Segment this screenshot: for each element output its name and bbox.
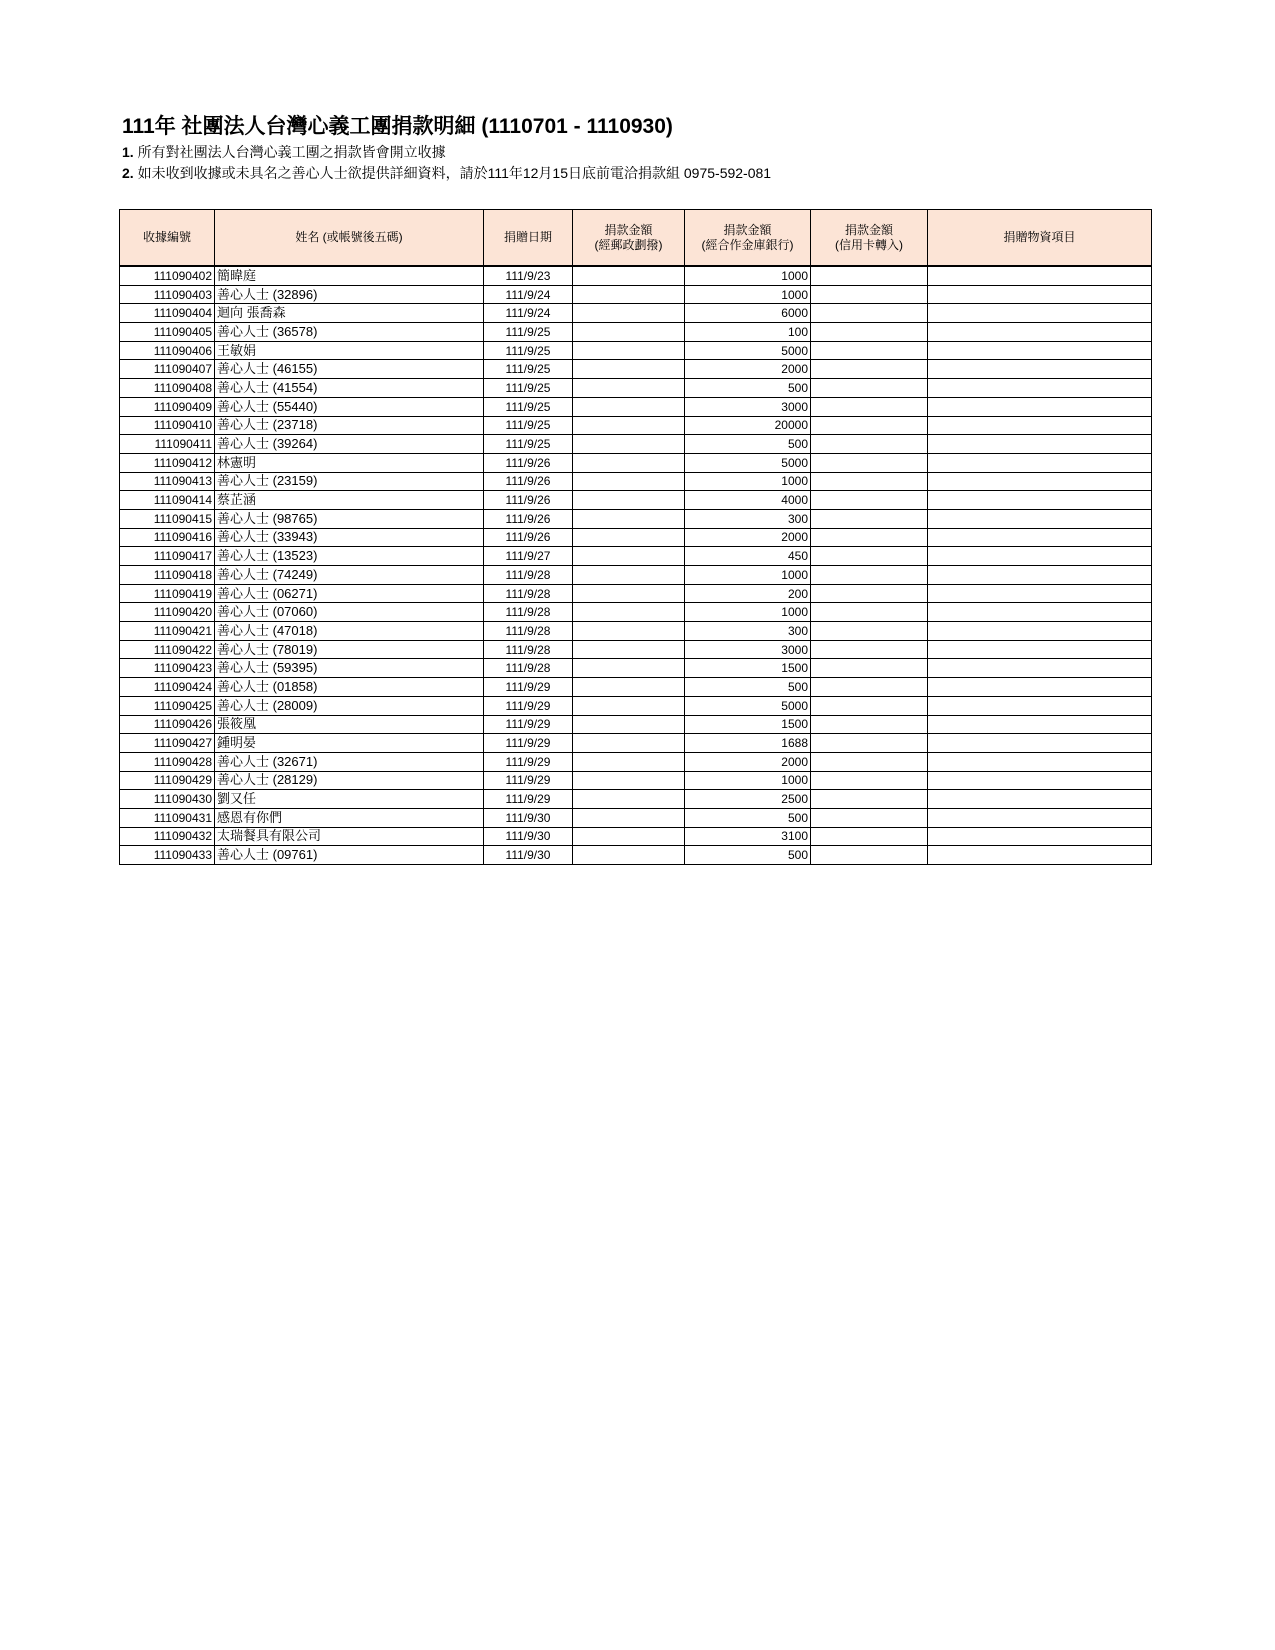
amount-bank-cell: 200 <box>685 584 811 603</box>
donor-name-cell: 張筱凰 <box>215 715 484 734</box>
donation-date-cell: 111/9/26 <box>484 509 573 528</box>
donated-items-cell <box>928 304 1152 323</box>
donation-date-cell: 111/9/30 <box>484 827 573 846</box>
table-row <box>120 622 1152 641</box>
receipt-number-cell: 111090415 <box>120 509 215 528</box>
donated-items-cell <box>928 659 1152 678</box>
amount-bank-cell: 3000 <box>685 640 811 659</box>
header-donation-date-label: 捐贈日期 <box>503 230 552 244</box>
table-row <box>120 323 1152 342</box>
amount-card-cell <box>811 547 928 566</box>
header-amount-bank <box>685 210 811 267</box>
amount-bank-cell: 1000 <box>685 285 811 304</box>
amount-card-cell <box>811 266 928 285</box>
table-row <box>120 397 1152 416</box>
donation-date-cell: 111/9/24 <box>484 304 573 323</box>
donor-name-cell: 善心人士 (78019) <box>215 640 484 659</box>
donor-name-cell: 善心人士 (46155) <box>215 360 484 379</box>
donation-date-cell: 111/9/25 <box>484 416 573 435</box>
amount-card-cell <box>811 416 928 435</box>
header-amount-card <box>811 210 928 267</box>
table-row <box>120 285 1152 304</box>
amount-card-cell <box>811 453 928 472</box>
donor-name-cell: 善心人士 (28129) <box>215 771 484 790</box>
amount-card-cell <box>811 827 928 846</box>
donor-name-cell: 林憲明 <box>215 453 484 472</box>
donor-name-cell: 善心人士 (74249) <box>215 566 484 585</box>
amount-postal-cell <box>573 584 685 603</box>
donated-items-cell <box>928 734 1152 753</box>
amount-card-cell <box>811 397 928 416</box>
amount-bank-cell: 500 <box>685 678 811 697</box>
amount-card-cell <box>811 323 928 342</box>
donation-date-cell: 111/9/28 <box>484 640 573 659</box>
donated-items-cell <box>928 846 1152 865</box>
amount-card-cell <box>811 790 928 809</box>
amount-card-cell <box>811 771 928 790</box>
table-row <box>120 678 1152 697</box>
receipt-number-cell: 111090410 <box>120 416 215 435</box>
receipt-number-cell: 111090411 <box>120 435 215 454</box>
amount-bank-cell: 2000 <box>685 752 811 771</box>
donated-items-cell <box>928 509 1152 528</box>
donor-name-cell: 感恩有你們 <box>215 808 484 827</box>
table-row <box>120 304 1152 323</box>
receipt-number-cell: 111090418 <box>120 566 215 585</box>
amount-card-cell <box>811 808 928 827</box>
table-row <box>120 435 1152 454</box>
amount-postal-cell <box>573 808 685 827</box>
amount-card-cell <box>811 752 928 771</box>
amount-postal-cell <box>573 323 685 342</box>
table-row <box>120 790 1152 809</box>
donated-items-cell <box>928 752 1152 771</box>
receipt-number-cell: 111090427 <box>120 734 215 753</box>
amount-postal-cell <box>573 453 685 472</box>
donation-date-cell: 111/9/29 <box>484 734 573 753</box>
donation-date-cell: 111/9/25 <box>484 379 573 398</box>
amount-postal-cell <box>573 304 685 323</box>
donation-date-cell: 111/9/26 <box>484 472 573 491</box>
amount-postal-cell <box>573 622 685 641</box>
donated-items-cell <box>928 266 1152 285</box>
amount-postal-cell <box>573 640 685 659</box>
donated-items-cell <box>928 771 1152 790</box>
amount-postal-cell <box>573 491 685 510</box>
receipt-number-cell: 111090419 <box>120 584 215 603</box>
receipt-number-cell: 111090423 <box>120 659 215 678</box>
amount-postal-cell <box>573 678 685 697</box>
donor-name-cell: 善心人士 (59395) <box>215 659 484 678</box>
receipt-number-cell: 111090406 <box>120 341 215 360</box>
donor-name-cell: 劉又任 <box>215 790 484 809</box>
amount-postal-cell <box>573 771 685 790</box>
header-donated-items-label: 捐贈物資項目 <box>1003 230 1076 244</box>
amount-postal-cell <box>573 846 685 865</box>
receipt-number-cell: 111090428 <box>120 752 215 771</box>
amount-bank-cell: 2500 <box>685 790 811 809</box>
amount-bank-cell: 1500 <box>685 715 811 734</box>
amount-postal-cell <box>573 397 685 416</box>
donation-date-cell: 111/9/25 <box>484 341 573 360</box>
donor-name-cell: 善心人士 (47018) <box>215 622 484 641</box>
note-1-text: 所有對社團法人台灣心義工團之捐款皆會開立收據 <box>137 144 446 160</box>
amount-bank-cell: 500 <box>685 435 811 454</box>
donation-date-cell: 111/9/25 <box>484 323 573 342</box>
donated-items-cell <box>928 547 1152 566</box>
amount-bank-cell: 2000 <box>685 360 811 379</box>
donated-items-cell <box>928 808 1152 827</box>
header-amount-bank-sublabel: (經合作金庫銀行) <box>701 237 794 252</box>
table-row <box>120 360 1152 379</box>
amount-postal-cell <box>573 659 685 678</box>
donated-items-cell <box>928 360 1152 379</box>
amount-card-cell <box>811 509 928 528</box>
donation-table <box>119 209 1152 865</box>
amount-card-cell <box>811 696 928 715</box>
receipt-number-cell: 111090416 <box>120 528 215 547</box>
amount-bank-cell: 1000 <box>685 603 811 622</box>
amount-postal-cell <box>573 341 685 360</box>
amount-card-cell <box>811 584 928 603</box>
receipt-number-cell: 111090414 <box>120 491 215 510</box>
donation-date-cell: 111/9/25 <box>484 360 573 379</box>
receipt-number-cell: 111090421 <box>120 622 215 641</box>
amount-postal-cell <box>573 416 685 435</box>
header-amount-postal-sublabel: (經郵政劃撥) <box>594 237 663 252</box>
donated-items-cell <box>928 379 1152 398</box>
amount-postal-cell <box>573 547 685 566</box>
donation-date-cell: 111/9/29 <box>484 771 573 790</box>
donated-items-cell <box>928 397 1152 416</box>
header-donor-name-label: 姓名 (或帳號後五碼) <box>295 230 403 244</box>
receipt-number-cell: 111090431 <box>120 808 215 827</box>
amount-bank-cell: 1688 <box>685 734 811 753</box>
receipt-number-cell: 111090422 <box>120 640 215 659</box>
receipt-number-cell: 111090409 <box>120 397 215 416</box>
amount-postal-cell <box>573 435 685 454</box>
amount-postal-cell <box>573 360 685 379</box>
donor-name-cell: 蔡芷涵 <box>215 491 484 510</box>
amount-bank-cell: 20000 <box>685 416 811 435</box>
amount-bank-cell: 5000 <box>685 341 811 360</box>
table-row <box>120 827 1152 846</box>
amount-bank-cell: 1000 <box>685 566 811 585</box>
amount-postal-cell <box>573 603 685 622</box>
header-amount-card-label: 捐款金額 <box>844 222 893 237</box>
donor-name-cell: 太瑞餐具有限公司 <box>215 827 484 846</box>
donor-name-cell: 善心人士 (41554) <box>215 379 484 398</box>
donor-name-cell: 王敏娟 <box>215 341 484 360</box>
donation-date-cell: 111/9/28 <box>484 584 573 603</box>
table-row <box>120 472 1152 491</box>
document-header <box>122 112 771 184</box>
amount-bank-cell: 5000 <box>685 453 811 472</box>
amount-card-cell <box>811 566 928 585</box>
donor-name-cell: 迴向 張喬森 <box>215 304 484 323</box>
donor-name-cell: 善心人士 (23718) <box>215 416 484 435</box>
receipt-number-cell: 111090432 <box>120 827 215 846</box>
donated-items-cell <box>928 622 1152 641</box>
donor-name-cell: 善心人士 (06271) <box>215 584 484 603</box>
amount-bank-cell: 1000 <box>685 266 811 285</box>
donor-name-cell: 善心人士 (32671) <box>215 752 484 771</box>
amount-bank-cell: 450 <box>685 547 811 566</box>
donor-name-cell: 善心人士 (55440) <box>215 397 484 416</box>
donated-items-cell <box>928 341 1152 360</box>
amount-bank-cell: 100 <box>685 323 811 342</box>
table-row <box>120 416 1152 435</box>
amount-postal-cell <box>573 566 685 585</box>
donation-date-cell: 111/9/25 <box>484 435 573 454</box>
note-1-number: 1. <box>122 144 134 160</box>
page-title: 111年 社團法人台灣心義工團捐款明細 (1110701 - 1110930) <box>122 115 673 138</box>
donated-items-cell <box>928 323 1152 342</box>
amount-postal-cell <box>573 285 685 304</box>
table-row <box>120 509 1152 528</box>
note-2 <box>122 163 771 184</box>
table-row <box>120 715 1152 734</box>
donation-date-cell: 111/9/28 <box>484 659 573 678</box>
amount-card-cell <box>811 341 928 360</box>
amount-card-cell <box>811 304 928 323</box>
donation-date-cell: 111/9/29 <box>484 715 573 734</box>
amount-card-cell <box>811 846 928 865</box>
amount-bank-cell: 3100 <box>685 827 811 846</box>
donor-name-cell: 善心人士 (98765) <box>215 509 484 528</box>
amount-bank-cell: 6000 <box>685 304 811 323</box>
amount-bank-cell: 5000 <box>685 696 811 715</box>
donated-items-cell <box>928 528 1152 547</box>
table-row <box>120 659 1152 678</box>
header-amount-card-sublabel: (信用卡轉入) <box>835 237 903 252</box>
amount-card-cell <box>811 285 928 304</box>
donated-items-cell <box>928 453 1152 472</box>
donation-date-cell: 111/9/27 <box>484 547 573 566</box>
header-donor-name <box>215 210 484 267</box>
receipt-number-cell: 111090412 <box>120 453 215 472</box>
amount-postal-cell <box>573 266 685 285</box>
amount-bank-cell: 500 <box>685 846 811 865</box>
note-1 <box>122 142 771 163</box>
donation-date-cell: 111/9/29 <box>484 790 573 809</box>
donor-name-cell: 善心人士 (07060) <box>215 603 484 622</box>
amount-card-cell <box>811 603 928 622</box>
donation-date-cell: 111/9/25 <box>484 397 573 416</box>
table-row <box>120 453 1152 472</box>
donated-items-cell <box>928 827 1152 846</box>
amount-bank-cell: 500 <box>685 808 811 827</box>
donated-items-cell <box>928 491 1152 510</box>
amount-bank-cell: 4000 <box>685 491 811 510</box>
table-row <box>120 584 1152 603</box>
receipt-number-cell: 111090402 <box>120 266 215 285</box>
donor-name-cell: 善心人士 (28009) <box>215 696 484 715</box>
donation-date-cell: 111/9/23 <box>484 266 573 285</box>
donated-items-cell <box>928 584 1152 603</box>
donated-items-cell <box>928 715 1152 734</box>
note-2-number: 2. <box>122 165 134 181</box>
donation-date-cell: 111/9/29 <box>484 696 573 715</box>
donor-name-cell: 善心人士 (39264) <box>215 435 484 454</box>
amount-card-cell <box>811 640 928 659</box>
receipt-number-cell: 111090407 <box>120 360 215 379</box>
donation-date-cell: 111/9/29 <box>484 678 573 697</box>
table-row <box>120 266 1152 285</box>
donor-name-cell: 善心人士 (32896) <box>215 285 484 304</box>
amount-card-cell <box>811 715 928 734</box>
donation-date-cell: 111/9/26 <box>484 491 573 510</box>
table-row <box>120 734 1152 753</box>
receipt-number-cell: 111090417 <box>120 547 215 566</box>
receipt-number-cell: 111090433 <box>120 846 215 865</box>
amount-card-cell <box>811 734 928 753</box>
receipt-number-cell: 111090429 <box>120 771 215 790</box>
receipt-number-cell: 111090425 <box>120 696 215 715</box>
table-row <box>120 640 1152 659</box>
header-amount-postal-label: 捐款金額 <box>604 222 653 237</box>
amount-postal-cell <box>573 696 685 715</box>
donation-date-cell: 111/9/26 <box>484 528 573 547</box>
table-row <box>120 603 1152 622</box>
amount-postal-cell <box>573 379 685 398</box>
donated-items-cell <box>928 678 1152 697</box>
donated-items-cell <box>928 566 1152 585</box>
header-donated-items <box>928 210 1152 267</box>
header-donation-date <box>484 210 573 267</box>
donated-items-cell <box>928 696 1152 715</box>
amount-postal-cell <box>573 752 685 771</box>
donor-name-cell: 簡暐庭 <box>215 266 484 285</box>
donated-items-cell <box>928 472 1152 491</box>
header-receipt-number-label: 收據編號 <box>142 230 191 244</box>
amount-card-cell <box>811 678 928 697</box>
receipt-number-cell: 111090420 <box>120 603 215 622</box>
table-row <box>120 341 1152 360</box>
donated-items-cell <box>928 435 1152 454</box>
amount-bank-cell: 500 <box>685 379 811 398</box>
table-row <box>120 696 1152 715</box>
amount-bank-cell: 300 <box>685 622 811 641</box>
amount-bank-cell: 1500 <box>685 659 811 678</box>
header-receipt-number <box>120 210 215 267</box>
donation-date-cell: 111/9/24 <box>484 285 573 304</box>
table-row <box>120 528 1152 547</box>
table-row <box>120 846 1152 865</box>
amount-card-cell <box>811 491 928 510</box>
amount-postal-cell <box>573 472 685 491</box>
table-row <box>120 771 1152 790</box>
donor-name-cell: 善心人士 (01858) <box>215 678 484 697</box>
header-row <box>120 210 1152 267</box>
receipt-number-cell: 111090426 <box>120 715 215 734</box>
table-row <box>120 547 1152 566</box>
amount-postal-cell <box>573 509 685 528</box>
table-row <box>120 808 1152 827</box>
amount-postal-cell <box>573 827 685 846</box>
amount-postal-cell <box>573 790 685 809</box>
donation-date-cell: 111/9/28 <box>484 622 573 641</box>
table-row <box>120 566 1152 585</box>
donated-items-cell <box>928 603 1152 622</box>
amount-card-cell <box>811 360 928 379</box>
receipt-number-cell: 111090408 <box>120 379 215 398</box>
donated-items-cell <box>928 790 1152 809</box>
donated-items-cell <box>928 285 1152 304</box>
amount-card-cell <box>811 659 928 678</box>
donation-date-cell: 111/9/28 <box>484 603 573 622</box>
donation-date-cell: 111/9/26 <box>484 453 573 472</box>
receipt-number-cell: 111090404 <box>120 304 215 323</box>
amount-card-cell <box>811 379 928 398</box>
donor-name-cell: 善心人士 (36578) <box>215 323 484 342</box>
amount-card-cell <box>811 472 928 491</box>
receipt-number-cell: 111090430 <box>120 790 215 809</box>
donor-name-cell: 善心人士 (33943) <box>215 528 484 547</box>
amount-postal-cell <box>573 528 685 547</box>
table-row <box>120 491 1152 510</box>
donor-name-cell: 鍾明晏 <box>215 734 484 753</box>
receipt-number-cell: 111090405 <box>120 323 215 342</box>
amount-bank-cell: 300 <box>685 509 811 528</box>
amount-postal-cell <box>573 715 685 734</box>
table-body <box>120 266 1152 865</box>
table-row <box>120 379 1152 398</box>
table-row <box>120 752 1152 771</box>
amount-bank-cell: 1000 <box>685 771 811 790</box>
amount-postal-cell <box>573 734 685 753</box>
amount-bank-cell: 2000 <box>685 528 811 547</box>
donation-date-cell: 111/9/30 <box>484 808 573 827</box>
donation-date-cell: 111/9/30 <box>484 846 573 865</box>
receipt-number-cell: 111090413 <box>120 472 215 491</box>
table-header <box>120 210 1152 267</box>
header-amount-bank-label: 捐款金額 <box>723 222 772 237</box>
donation-date-cell: 111/9/29 <box>484 752 573 771</box>
amount-bank-cell: 1000 <box>685 472 811 491</box>
donated-items-cell <box>928 416 1152 435</box>
donor-name-cell: 善心人士 (23159) <box>215 472 484 491</box>
amount-card-cell <box>811 435 928 454</box>
receipt-number-cell: 111090424 <box>120 678 215 697</box>
note-2-text: 如未收到收據或未具名之善心人士欲提供詳細資料，請於111年12月15日底前電洽捐款組 0975-592-081 <box>137 165 772 181</box>
receipt-number-cell: 111090403 <box>120 285 215 304</box>
amount-card-cell <box>811 622 928 641</box>
donation-date-cell: 111/9/28 <box>484 566 573 585</box>
header-amount-postal <box>573 210 685 267</box>
donor-name-cell: 善心人士 (09761) <box>215 846 484 865</box>
amount-bank-cell: 3000 <box>685 397 811 416</box>
amount-card-cell <box>811 528 928 547</box>
donor-name-cell: 善心人士 (13523) <box>215 547 484 566</box>
donated-items-cell <box>928 640 1152 659</box>
